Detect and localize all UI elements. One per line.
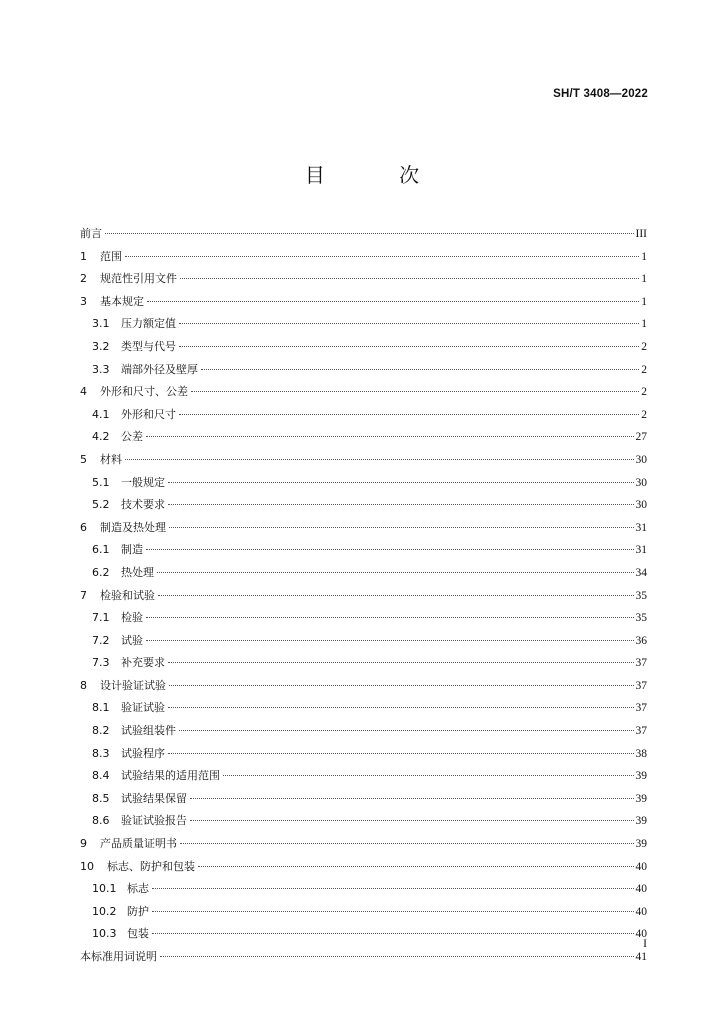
toc-dot-leader (201, 369, 639, 370)
toc-entry[interactable] (80, 565, 647, 588)
toc-entry[interactable] (80, 588, 647, 611)
toc-entry-page: 35 (635, 612, 647, 625)
toc-dot-leader (179, 730, 634, 731)
toc-entry[interactable] (80, 926, 647, 949)
toc-entry-title: 补充要求 (121, 656, 165, 670)
toc-dot-leader (105, 233, 634, 234)
toc-entry-page: 37 (635, 725, 647, 738)
toc-entry-number: 6 (80, 520, 87, 534)
toc-entry-page: 2 (641, 386, 647, 399)
toc-entry[interactable] (80, 768, 647, 791)
toc-dot-leader (179, 414, 639, 415)
toc-entry[interactable] (80, 813, 647, 836)
toc-entry[interactable] (80, 407, 647, 430)
toc-entry-title: 试验结果的适用范围 (121, 769, 220, 783)
toc-entry-title: 制造及热处理 (100, 520, 166, 534)
toc-entry-title: 技术要求 (121, 498, 165, 512)
toc-entry-page: 1 (641, 250, 647, 263)
toc-dot-leader (180, 843, 634, 844)
toc-dot-leader (168, 482, 634, 483)
toc-dot-leader (179, 346, 639, 347)
toc-entry-number: 5.2 (92, 498, 110, 512)
toc-entry-page: 30 (635, 476, 647, 489)
toc-entry-number: 5 (80, 452, 87, 466)
toc-dot-leader (157, 572, 634, 573)
toc-entry-number: 7 (80, 588, 87, 602)
toc-entry-number: 3.3 (92, 362, 110, 376)
toc-entry[interactable] (80, 836, 647, 859)
toc-dot-leader (190, 820, 634, 821)
toc-entry[interactable] (80, 881, 647, 904)
toc-entry-page: III (635, 228, 647, 240)
toc-entry-number: 10.1 (92, 882, 117, 896)
toc-title: 目 次 (304, 163, 454, 187)
toc-entry[interactable] (80, 249, 647, 272)
toc-entry-title: 制造 (121, 543, 143, 557)
toc-entry[interactable] (80, 294, 647, 317)
toc-entry-number: 7.2 (92, 633, 110, 647)
toc-dot-leader (146, 549, 634, 550)
toc-dot-leader (169, 685, 634, 686)
toc-entry-title: 端部外径及壁厚 (121, 362, 198, 376)
toc-entry-number: 5.1 (92, 475, 110, 489)
toc-entry-page: 39 (635, 770, 647, 783)
toc-entry[interactable] (80, 497, 647, 520)
toc-entry[interactable] (80, 271, 647, 294)
toc-entry[interactable] (80, 859, 647, 882)
toc-entry[interactable] (80, 949, 647, 972)
toc-entry-title: 类型与代号 (121, 339, 176, 353)
toc-dot-leader (179, 323, 639, 324)
toc-entry-page: 1 (641, 318, 647, 331)
toc-entry[interactable] (80, 633, 647, 656)
toc-entry-title: 试验程序 (121, 746, 165, 760)
toc-entry[interactable] (80, 452, 647, 475)
page-number: I (643, 938, 647, 950)
toc-entry-number: 8.1 (92, 701, 110, 715)
toc-entry-page: 31 (635, 521, 647, 534)
toc-entry[interactable] (80, 542, 647, 565)
toc-entry[interactable] (80, 429, 647, 452)
toc-dot-leader (152, 933, 634, 934)
toc-dot-leader (160, 956, 634, 957)
toc-entry-title: 标志、防护和包装 (107, 859, 195, 873)
toc-entry[interactable] (80, 700, 647, 723)
toc-entry-page: 30 (635, 499, 647, 512)
toc-entry-number: 10 (80, 859, 94, 873)
toc-entry-title: 本标准用词说明 (80, 950, 157, 963)
toc-dot-leader (223, 775, 634, 776)
toc-entry-page: 40 (635, 860, 647, 873)
toc-entry-number: 3.2 (92, 339, 110, 353)
toc-dot-leader (168, 504, 634, 505)
toc-entry-title: 试验结果保留 (121, 791, 187, 805)
toc-dot-leader (152, 911, 634, 912)
toc-entry[interactable] (80, 791, 647, 814)
toc-entry-page: 39 (635, 815, 647, 828)
toc-entry[interactable] (80, 339, 647, 362)
toc-entry[interactable] (80, 475, 647, 498)
toc-entry-number: 7.3 (92, 656, 110, 670)
toc-entry-number: 1 (80, 249, 87, 263)
toc-entry-title: 公差 (121, 430, 143, 444)
toc-entry-page: 2 (641, 363, 647, 376)
toc-entry-page: 40 (635, 928, 647, 941)
toc-entry-title: 热处理 (121, 565, 154, 579)
toc-entry-number: 8.2 (92, 724, 110, 738)
toc-dot-leader (125, 459, 634, 460)
toc-entry-number: 10.3 (92, 927, 117, 941)
toc-dot-leader (169, 527, 634, 528)
toc-entry-title: 验证试验 (121, 701, 165, 715)
toc-dot-leader (168, 753, 634, 754)
toc-entry-page: 39 (635, 792, 647, 805)
toc-entry-page: 34 (635, 566, 647, 579)
toc-entry[interactable] (80, 904, 647, 927)
toc-entry[interactable] (80, 520, 647, 543)
toc-dot-leader (146, 640, 634, 641)
toc-entry[interactable] (80, 655, 647, 678)
toc-entry-page: 37 (635, 657, 647, 670)
toc-dot-leader (191, 391, 639, 392)
toc-entry-title: 材料 (100, 452, 122, 466)
toc-entry-title: 试验组装件 (121, 724, 176, 738)
toc-entry-number: 10.2 (92, 904, 117, 918)
toc-entry[interactable] (80, 610, 647, 633)
toc-entry-number: 4 (80, 385, 87, 399)
toc-entry-page: 31 (635, 544, 647, 557)
toc-entry-page: 2 (641, 408, 647, 421)
toc-entry[interactable] (80, 678, 647, 701)
table-of-contents (80, 226, 647, 972)
toc-dot-leader (158, 595, 634, 596)
toc-entry-number: 2 (80, 272, 87, 286)
toc-dot-leader (146, 436, 634, 437)
standard-number: SH/T 3408—2022 (553, 88, 648, 100)
toc-entry-title: 检验和试验 (100, 588, 155, 602)
toc-entry-title: 验证试验报告 (121, 814, 187, 828)
toc-entry-page: 1 (641, 273, 647, 286)
toc-entry-title: 前言 (80, 227, 102, 240)
toc-dot-leader (180, 278, 639, 279)
toc-entry-number: 7.1 (92, 611, 110, 625)
toc-entry-number: 8.3 (92, 746, 110, 760)
toc-entry-page: 30 (635, 453, 647, 466)
toc-entry-title: 产品质量证明书 (100, 837, 177, 851)
toc-dot-leader (168, 707, 634, 708)
toc-entry-page: 37 (635, 702, 647, 715)
toc-entry[interactable] (80, 723, 647, 746)
toc-dot-leader (147, 301, 639, 302)
toc-dot-leader (198, 866, 634, 867)
toc-entry-title: 一般规定 (121, 475, 165, 489)
toc-entry-number: 9 (80, 837, 87, 851)
toc-entry-title: 包装 (127, 927, 149, 941)
toc-dot-leader (152, 888, 634, 889)
toc-dot-leader (125, 256, 639, 257)
toc-dot-leader (146, 617, 634, 618)
toc-entry-page: 40 (635, 905, 647, 918)
toc-entry-number: 3 (80, 294, 87, 308)
toc-entry-number: 8.4 (92, 769, 110, 783)
toc-entry-title: 标志 (127, 882, 149, 896)
toc-entry-title: 防护 (127, 904, 149, 918)
toc-dot-leader (168, 662, 634, 663)
toc-entry-page: 38 (635, 747, 647, 760)
toc-entry-title: 检验 (121, 611, 143, 625)
toc-entry-page: 1 (641, 295, 647, 308)
toc-entry-number: 6.2 (92, 565, 110, 579)
toc-entry-number: 4.2 (92, 430, 110, 444)
toc-entry-number: 8.5 (92, 791, 110, 805)
toc-entry-title: 外形和尺寸 (121, 407, 176, 421)
toc-entry[interactable] (80, 746, 647, 769)
toc-entry-page: 39 (635, 838, 647, 851)
toc-entry-number: 8.6 (92, 814, 110, 828)
toc-entry-number: 3.1 (92, 317, 110, 331)
toc-entry-page: 2 (641, 340, 647, 353)
toc-entry-title: 基本规定 (100, 294, 144, 308)
toc-entry[interactable] (80, 316, 647, 339)
toc-entry-page: 27 (635, 431, 647, 444)
toc-entry[interactable] (80, 384, 647, 407)
toc-entry-page: 40 (635, 883, 647, 896)
toc-entry-page: 35 (635, 589, 647, 602)
toc-entry[interactable] (80, 226, 647, 249)
toc-entry-title: 外形和尺寸、公差 (100, 385, 188, 399)
toc-dot-leader (190, 798, 634, 799)
toc-entry-title: 试验 (121, 633, 143, 647)
toc-entry[interactable] (80, 362, 647, 385)
toc-entry-title: 规范性引用文件 (100, 272, 177, 286)
toc-entry-page: 37 (635, 679, 647, 692)
toc-entry-title: 压力额定值 (121, 317, 176, 331)
toc-entry-page: 36 (635, 634, 647, 647)
toc-entry-number: 6.1 (92, 543, 110, 557)
toc-entry-number: 8 (80, 678, 87, 692)
toc-entry-title: 设计验证试验 (100, 678, 166, 692)
toc-entry-page: 41 (635, 951, 647, 963)
toc-entry-number: 4.1 (92, 407, 110, 421)
toc-entry-title: 范围 (100, 249, 122, 263)
